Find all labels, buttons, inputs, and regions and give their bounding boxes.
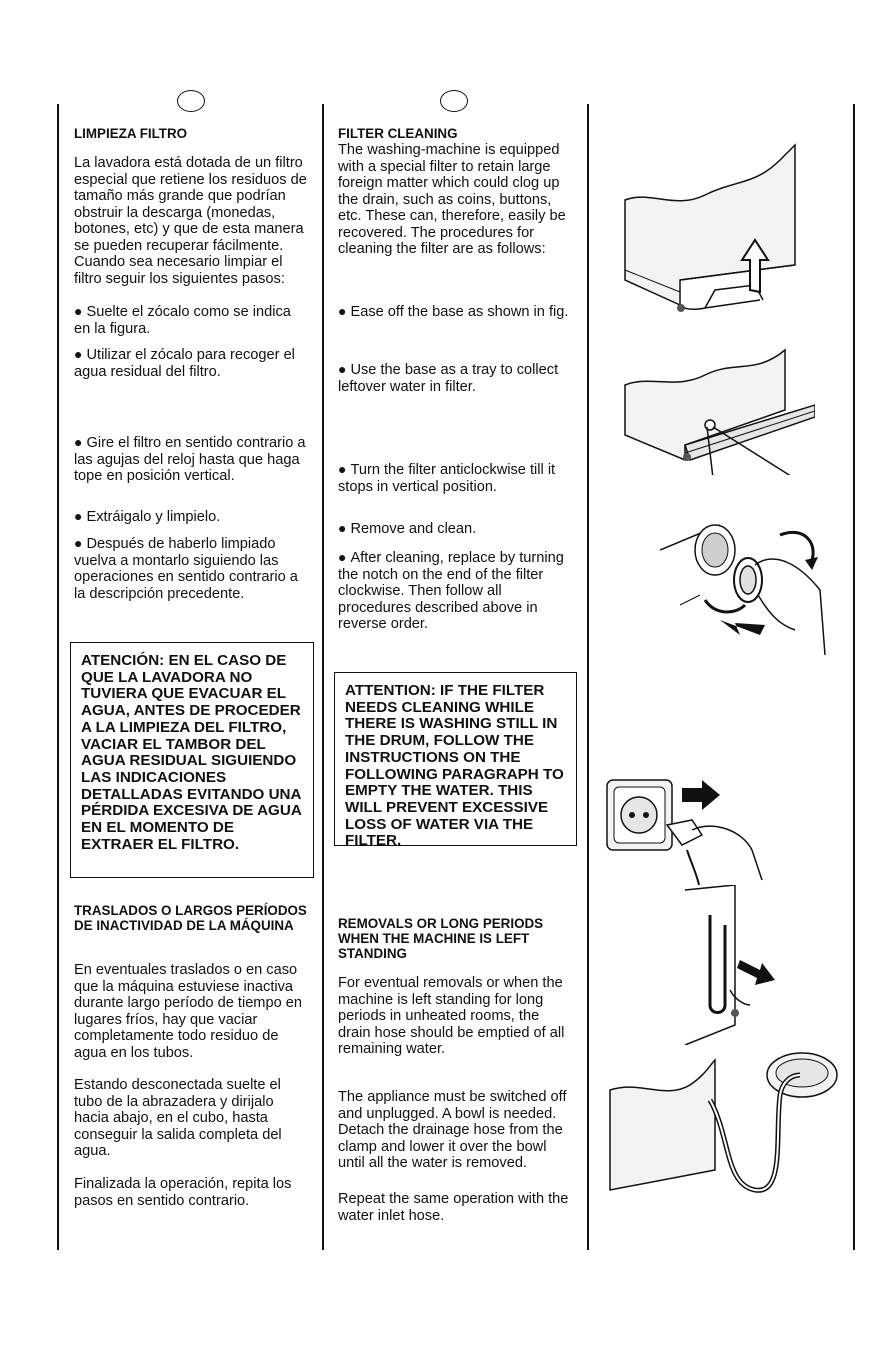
english-step-2-text: Use the base as a tray to collect leftover water in filter. <box>338 362 559 395</box>
spanish-step-3-text: Gire el filtro en sentido contrario a las agujas del reloj hasta que haga tope en posición vertical. <box>74 435 306 484</box>
english-step-5-text: After cleaning, replace by turning the notch on the end of the filter clockwise. Then follow all procedures described above in reverse order. <box>338 550 564 632</box>
spanish-removal-heading: TRASLADOS O LARGOS PERÍODOS DE INACTIVIDAD DE LA MÁQUINA <box>74 903 307 933</box>
spanish-step-5 <box>74 535 310 602</box>
spanish-removal-paragraph-2: Estando desconectada suelte el tubo de la abrazadera y dirijalo hacia abajo, en el cubo, hasta conseguir la salida completa del agua. <box>74 1077 282 1159</box>
english-warning-box <box>334 672 577 850</box>
english-removal-paragraph-2: The appliance must be switched off and unplugged. A bowl is needed. Detach the drainage hose from the clamp and lower it over the bowl until all the water is removed. <box>338 1089 567 1171</box>
column-divider-middle <box>322 104 324 1250</box>
hose-clamp-illustration <box>680 885 780 1045</box>
english-step-5 <box>338 549 574 633</box>
english-step-4-text: Remove and clean. <box>350 521 477 537</box>
column-divider-right <box>587 104 589 1250</box>
machine-base-illustration <box>605 140 805 320</box>
english-step-1-text: Ease off the base as shown in fig. <box>350 304 569 320</box>
english-removal-heading: REMOVALS OR LONG PERIODS WHEN THE MACHINE IS LEFT STANDING <box>338 916 544 961</box>
english-language-marker <box>440 90 468 112</box>
spanish-removal-paragraph-1: En eventuales traslados o en caso que la máquina estuviese inactiva durante largo período de tiempo en lugares fríos, hay que vaciar completamente todo residuo de agua en los tubos. <box>74 962 302 1061</box>
english-step-3-text: Turn the filter anticlockwise till it stops in vertical position. <box>338 462 556 495</box>
plug-socket-illustration <box>602 770 772 885</box>
spanish-step-4-text: Extráigalo y limpielo. <box>86 509 221 525</box>
english-warning-text: ATTENTION: IF THE FILTER NEEDS CLEANING WHILE THERE IS WASHING STILL IN THE DRUM, FOLLOW THE INSTRUCTIONS ON THE FOLLOWING PARAGRAPH TO EMPTY THE WATER. THIS WILL PREVENT EXCESSIVE LOSS OF WATER VIA THE FILTER. <box>345 682 564 850</box>
spanish-step-1-text: Suelte el zócalo como se indica en la figura. <box>74 304 291 337</box>
english-step-3 <box>338 461 574 495</box>
english-removal-paragraph-1: For eventual removals or when the machine is left standing for long periods in unheated rooms, the drain hose should be emptied of all remaining water. <box>338 975 565 1057</box>
column-divider-left <box>57 104 59 1250</box>
spanish-language-marker <box>177 90 205 112</box>
spanish-step-2-text: Utilizar el zócalo para recoger el agua residual del filtro. <box>74 347 295 380</box>
spanish-filter-intro: La lavadora está dotada de un filtro especial que retiene los residuos de tamaño más grande que podrían obstruir la descarga (monedas, botones, etc) y que de esta manera se pueden recuperar fácilmente. Cuando sea necesario limpiar el filtro seguir los siguientes pasos: <box>74 155 307 287</box>
english-removal-paragraph-3: Repeat the same operation with the water inlet hose. <box>338 1191 569 1224</box>
spanish-step-4 <box>74 508 310 526</box>
english-step-4 <box>338 520 574 538</box>
english-filter-intro: The washing-machine is equipped with a special filter to retain large foreign matter which could clog up the drain, such as coins, buttons, etc. These can, therefore, easily be recovered. The procedures for cleaning the filter are as follows: <box>338 142 566 257</box>
spanish-step-2 <box>74 346 310 380</box>
spanish-step-3 <box>74 434 310 485</box>
english-step-2 <box>338 361 574 395</box>
spanish-step-1 <box>74 303 310 337</box>
filter-hand-illustration <box>660 495 840 665</box>
spanish-warning-text: ATENCIÓN: EN EL CASO DE QUE LA LAVADORA NO TUVIERA QUE EVACUAR EL AGUA, ANTES DE PROCEDER A LA LIMPIEZA DEL FILTRO, VACIAR EL TAMBOR DEL AGUA RESIDUAL SIGUIENDO LAS INDICACIONES DETALLADAS EVITANDO UNA PÉRDIDA EXCESIVA DE AGUA EN EL MOMENTO DE EXTRAER EL FILTRO. <box>81 652 302 853</box>
english-filter-heading: FILTER CLEANING <box>338 126 458 141</box>
column-divider-far-right <box>853 104 855 1250</box>
hose-bowl-illustration <box>605 1045 845 1200</box>
spanish-removal-paragraph-3: Finalizada la operación, repita los pasos en sentido contrario. <box>74 1176 292 1209</box>
spanish-filter-heading: LIMPIEZA FILTRO <box>74 126 188 141</box>
spanish-step-5-text: Después de haberlo limpiado vuelva a montarlo siguiendo las operaciones en sentido contrario a la descripción precedente. <box>74 536 298 602</box>
english-step-1 <box>338 303 574 321</box>
tray-filter-illustration <box>615 345 815 475</box>
spanish-warning-box <box>70 642 314 878</box>
